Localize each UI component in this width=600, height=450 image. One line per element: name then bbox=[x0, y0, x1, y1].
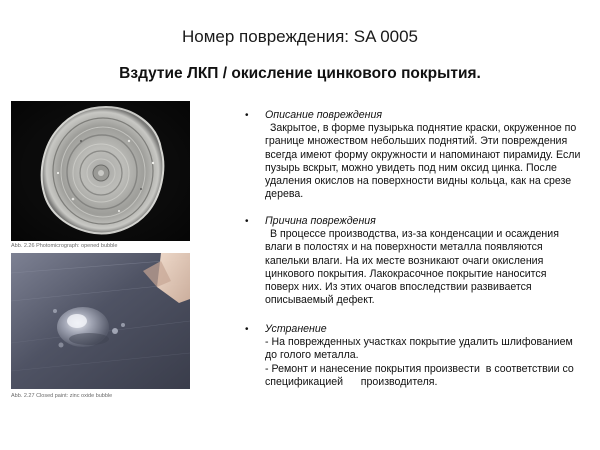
section-text: В процессе производства, из-за конденсации и осаждения влаги в полостях и на поверхности металла появляются капельки влаги. На их месте возникают очаги окисления цинкового покрытия. Лакокрасочное покрытие наносится поверх них. Из этих очагов впоследствии развивается описываемый дефект. bbox=[265, 228, 559, 307]
section-body bbox=[265, 109, 583, 201]
bullet-icon: • bbox=[245, 110, 249, 121]
page-subtitle: Вздутие ЛКП / окисление цинкового покрытия. bbox=[119, 65, 481, 82]
remedy-step: - Ремонт и нанесение покрытия произвести в соответствии со спецификацией производителя. bbox=[265, 362, 577, 388]
image-caption-bottom: Abb. 2.27 Closed paint: zinc oxide bubble bbox=[11, 393, 113, 399]
opened-bubble-image bbox=[11, 101, 190, 241]
section-heading: Устранение bbox=[265, 323, 327, 335]
remedy-step: - На поврежденных участках покрытие удалить шлифованием до голого металла. bbox=[265, 336, 573, 362]
section-body bbox=[265, 215, 583, 307]
zinc-oxide-bubble-image bbox=[11, 253, 190, 389]
section-heading: Описание повреждения bbox=[265, 109, 383, 121]
page-title: Номер повреждения: SA 0005 bbox=[181, 27, 419, 46]
section-text: Закрытое, в форме пузырька поднятие краски, окруженное по границе множеством небольших поднятий. Эти повреждения всегда имеют форму окружности и напоминают пирамиду. Если пузырь вскрыт, можно увидеть под ним оксид цинка. После удаления окислов на поверхности видны кольца, как на срезе дерева. bbox=[265, 122, 581, 201]
image-caption-top: Abb. 2.26 Photomicrograph: opened bubble bbox=[11, 243, 118, 249]
section-body bbox=[265, 323, 583, 389]
bullet-icon: • bbox=[245, 216, 249, 227]
section-heading: Причина повреждения bbox=[265, 215, 376, 227]
opened-bubble-photo bbox=[11, 101, 190, 241]
zinc-oxide-bubble-photo bbox=[11, 253, 190, 389]
bullet-icon: • bbox=[245, 324, 249, 335]
